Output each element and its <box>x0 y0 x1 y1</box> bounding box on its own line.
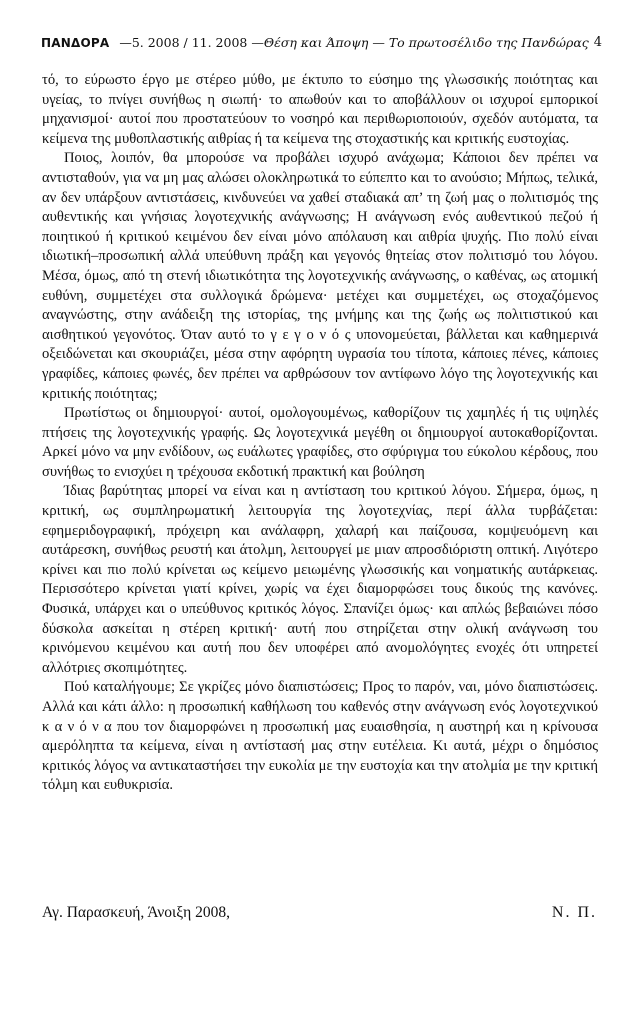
article-body <box>42 71 598 796</box>
paragraph: Ίδιας βαρύτητας μπορεί να είναι και η αντίσταση του κριτικού λόγου. Σήμερα, όμως, η κριτική, ως συμπληρωματική λειτουργία της λογοτεχνίας, περί άλλα τυρβάζεται: εφημεριδογραφική, πρόχειρη και ανάλαφρη, χαλαρή και παίζουσα, κομψευόμενη και αυτάρεσκη, συνήθως ρευστή και άτολμη, λειτουργεί με μιαν απροσδιόριστη οπτική. Λιγότερο κρίνει και πιο πολύ κρίνεται ως κείμενο μειωμένης γλωσσικής και νοηματικής αυτάρκειας. Περισσότερο κρίνεται γιατί κρίνει, χωρίς να έχει διαμορφώσει τους δικούς της κανόνες. Φυσικά, υπάρχει και ο υπεύθυνος κριτικός λόγος. Σπανίζει όμως· και απλώς βεβαιώνει πόσο δύσκολα ασκείται η στέρεη κριτική· αυτή που στηρίζεται στην ολική ανάγνωση του κρινόμενου κειμένου και αυτή που δεν υποφέρει από ανομολόγητες ενοχές ότι υπηρετεί αλλότριες σκοπιμότητες. <box>42 483 598 676</box>
place-date: Αγ. Παρασκευή, Άνοιξη 2008, <box>42 904 230 921</box>
page-number: 4 <box>593 35 602 50</box>
pandora-logo: ΠΑΝΔΟΡΑ <box>41 36 110 50</box>
paragraph: τό, το εύρωστο έργο με στέρεο μύθο, με έκτυπο το εύσημο της γλωσσικής ποιότητας και υγείας, το πνίγει συνήθως η σιωπή· το απωθούν και το αποβάλλουν οι ισχυροί εμπορικοί μηχανισμοί· αυτοί που προστατεύουν το νοσηρό και περιθωριοποιούν, σχεδόν αυτόματα, τα κείμενα της μυθοπλαστικής αιθρίας ή τα κείμενα της στοχαστικής και κριτικής ευστοχίας. <box>42 72 598 147</box>
paragraph: Ποιος, λοιπόν, θα μπορούσε να προβάλει ισχυρό ανάχωμα; Κάποιοι δεν πρέπει να αντισταθούν, για να μη μας αλώσει ολοκληρωτικά το εύπεπτο και το ανούσιο; Μήπως, τελικά, αν δεν υπάρξουν αντιστάσεις, κινδυνεύει να χαθεί σταδιακά απ’ τη ζωή μας ο πολιτισμός της αυθεντικής και γνήσιας λογοτεχνικής ανάγνωσης; Η ανάγνωση ενός αυθεντικού πεζού ή ποιητικού ή κριτικού κειμένου δεν είναι μόνο απόλαυση και αιθρία ψυχής. Πιο πολύ είναι ιδιωτική–προσωπική αλλά υπεύθυνη πράξη και γεγονός θητείας στον πολιτισμό του λόγου. Μέσα, όμως, από τη στενή ιδιωτικότητα της λογοτεχνικής ανάγνωσης, ο καθένας, ως ατομική ευθύνη, συμμετέχει στα συλλογικά δρώμενα· μετέχει και συμμετέχει, ως στοχαζόμενος αναγνώστης, στην ανάδειξη της ιστορίας, της μνήμης και της ζωής ως πολιτιστικού και αισθητικού γεγονότος. Όταν αυτό το γ ε γ ο ν ό ς υπονομεύεται, βάλλεται και καθημερινά οξειδώνεται και σκουριάζει, μέσα στην αφόρητη υγρασία του τίποτα, κάποιες πένες, κάποιες γραφίδες, κάποιες φωνές, δεν πρέπει να αρθρώσουν τον αντίφωνο λόγο της λογοτεχνικής και κριτικής ποιότητας; <box>42 150 598 402</box>
issue-info: —5. 2008 / 11. 2008 —Θέση και Άποψη — Το πρωτοσέλιδο της Πανδώρας <box>119 35 589 50</box>
paragraph: Πρωτίστως οι δημιουργοί· αυτοί, ομολογουμένως, καθορίζουν τις χαμηλές ή τις υψηλές πτήσεις της λογοτεχνικής γραφής. Ως λογοτεχνικά μεγέθη οι δημιουργοί αυτοκαθορίζονται. Αρκεί μόνο να μην ενδίδουν, ως ευάλωτες γραφίδες, στο σφύριγμα του εύκολου κέρδους, που συνήθως το ενισχύει η τρέχουσα εκδοτική πρακτική και βούληση <box>42 405 598 480</box>
running-header <box>41 34 602 52</box>
author-signature: Ν. Π. <box>551 904 597 921</box>
article-footer <box>42 904 597 926</box>
paragraph: Πού καταλήγουμε; Σε γκρίζες μόνο διαπιστώσεις; Προς το παρόν, ναι, μόνο διαπιστώσεις. Αλλά και κάτι άλλο: η προσωπική καθήλωση του καθενός στην ανάγνωση ενός λογοτεχνικού κ α ν ό ν α που τον διαμορφώνει η προσωπική μας ευαισθησία, η αυστηρή και η κρίνουσα αμερόληπτα τα κείμενα, είναι η αντίστασή μας στην ευτέλεια. Κι αυτά, μέχρι ο δημόσιος κριτικός λόγος να αντικαταστήσει την ευκολία με την ευστοχία και την ατολμία με την κριτική τόλμη και ευθυκρισία. <box>42 679 598 794</box>
